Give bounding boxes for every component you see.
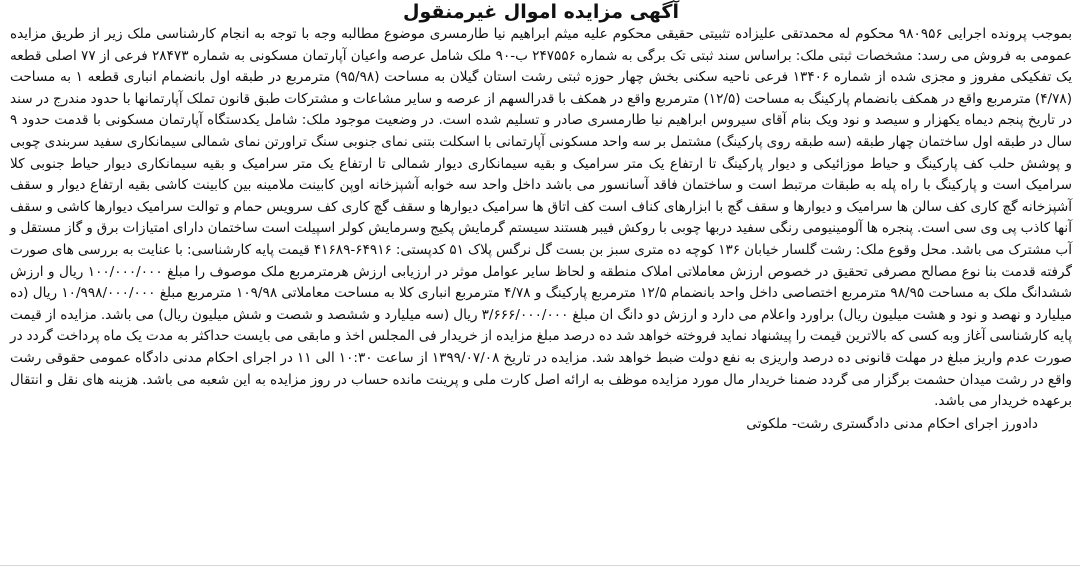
notice-body: بموجب پرونده اجرایی ۹۸۰۹۵۶ محکوم له محمدتقی علیزاده تثبیتی حقیقی محکوم علیه میثم ابراهیم نیا طارمسری موضوع مطالبه وجه با توجه به انجام کارشناسی ملک زیر از طریق مزایده عمومی به فروش می رسد: مشخصات ثبتی ملک: براساس سند ثبتی تک برگی به شماره ۲۴۷۵۵۶ ب-۹۰ ملک شامل عرصه واعیان آپارتمان مسکونی به شماره ۲۸۴۷۳ فرعی از ۷۷ اصلی قطعه یک تفکیکی مفروز و مجزی شده از شماره ۱۳۴۰۶ فرعی ناحیه سکنی بخش چهار حوزه ثبتی رشت استان گیلان به مساحت (۹۵/۹۸) مترمربع در طبقه اول بانضمام انباری قطعه ۱ به مساحت (۴/۷۸) مترمربع واقع در همکف بانضمام پارکینگ به مساحت (۱۲/۵) مترمربع واقع در همکف با قدرالسهم از عرصه و سایر مشاعات و مشترکات طبق قانون تملک آپارتمانها با حدود مندرج در سند در تاریخ پنجم دیماه یکهزار و سیصد و نود ویک بنام آقای سیروس ابراهیم نیا طارمسری صادر و تسلیم شده است. در وضعیت موجود ملک: شامل یکدستگاه آپارتمان مسکونی با قدمت حدود ۹ سال در طبقه اول ساختمان چهار طبقه (سه طبقه روی پارکینگ) مشتمل بر سه واحد مسکونی آپارتمانی با اسکلت بتنی نمای جنوبی سنگ تراورتن نمای شمالی سیمانکاری سفید سربندی چوبی و پوشش حلب کف پارکینگ و حیاط موزائیکی و دیوار پارکینگ تا ارتفاع یک متر سرامیک و بقیه سیمانکاری دیوار شمالی تا ارتفاع یک متر سرامیک و بقیه سیمانکاری دیوار حیاط جنوبی کلا سرامیک است و پارکینگ با راه پله به طبقات مرتبط است و ساختمان فاقد آسانسور می باشد داخل واحد سه خوابه آشپزخانه اوپن کابینت ملامینه بین کابینت کاشی بقیه ارتفاع دیوار و سقف آشپزخانه گچ کاری کف سالن ها سرامیک و دیوارها و سقف گچ با ابزارهای کناف است کف اتاق ها سرامیک دیوارها و سقف گچ کاری کف سرویس حمام و توالت سرامیک دیوارها کاشی و سقف آنها کاذب پی وی سی است. پنجره ها آلومینیومی رنگی سفید دربها چوبی با روکش فیبر هستند سیستم گرمایش پکیج وسرمایش کولر اسپیلت است ساختمان دارای امتیازات برق و گاز مستقل و آب مشترک می باشد. محل وقوع ملک: رشت گلسار خیابان ۱۳۶ کوچه ده متری سبز بن بست گل نرگس پلاک ۵۱ کدپستی: ۶۴۹۱۶-۴۱۶۸۹ قیمت پایه کارشناسی: با عنایت به بررسی های صورت گرفته قدمت بنا نوع مصالح مصرفی تحقیق در خصوص ارزش معاملاتی املاک منطقه و لحاظ سایر عوامل موثر در ارزیابی ارزش هرمترمربع ملک موصوف را مبلغ ۱۰۰/۰۰۰/۰۰۰ ریال و ارزش ششدانگ ملک به مساحت ۹۸/۹۵ مترمربع اختصاصی داخل واحد بانضمام ۱۲/۵ مترمربع پارکینگ و ۴/۷۸ مترمربع انباری کلا به مساحت معاملاتی ۱۰۹/۹۸ مترمربع مبلغ ۱۰/۹۹۸/۰۰۰/۰۰۰ ریال (ده میلیارد و نهصد و نود و هشت میلیون ریال) براورد واعلام می دارد و ارزش دو دانگ ان مبلغ ۳/۶۶۶/۰۰۰/۰۰۰ ریال (سه میلیارد و ششصد و شصت و شش میلیون ریال) می باشد. مزایده از قیمت پایه کارشناسی آغاز وبه کسی که بالاترین قیمت را پیشنهاد نماید فروخته خواهد شد ده درصد مبلغ مزایده از خریدار فی المجلس اخذ و مابقی می بایست حداکثر به مدت یک ماه پرداخت گردد در صورت عدم واریز مبلغ در مهلت قانونی ده درصد واریزی به نفع دولت ضبط خواهد شد. مزایده در تاریخ ۱۳۹۹/۰۷/۰۸ از ساعت ۱۰:۳۰ الی ۱۱ در اجرای احکام مدنی دادگاه عمومی حقوقی رشت واقع در رشت میدان حشمت برگزار می گردد ضمنا خریدار مال مورد مزایده موظف به ارائه اصل کارت ملی و پرینت مانده حساب در روز مزایده به این شعبه می باشد. هزینه های نقل و انتقال برعهده خریدار می باشد. <box>10 26 1073 410</box>
notice-signature: دادورز اجرای احکام مدنی دادگستری رشت- ملکوتی <box>746 415 1038 432</box>
notice-title: آگهی مزایده اموال غیرمنقول <box>403 1 679 23</box>
